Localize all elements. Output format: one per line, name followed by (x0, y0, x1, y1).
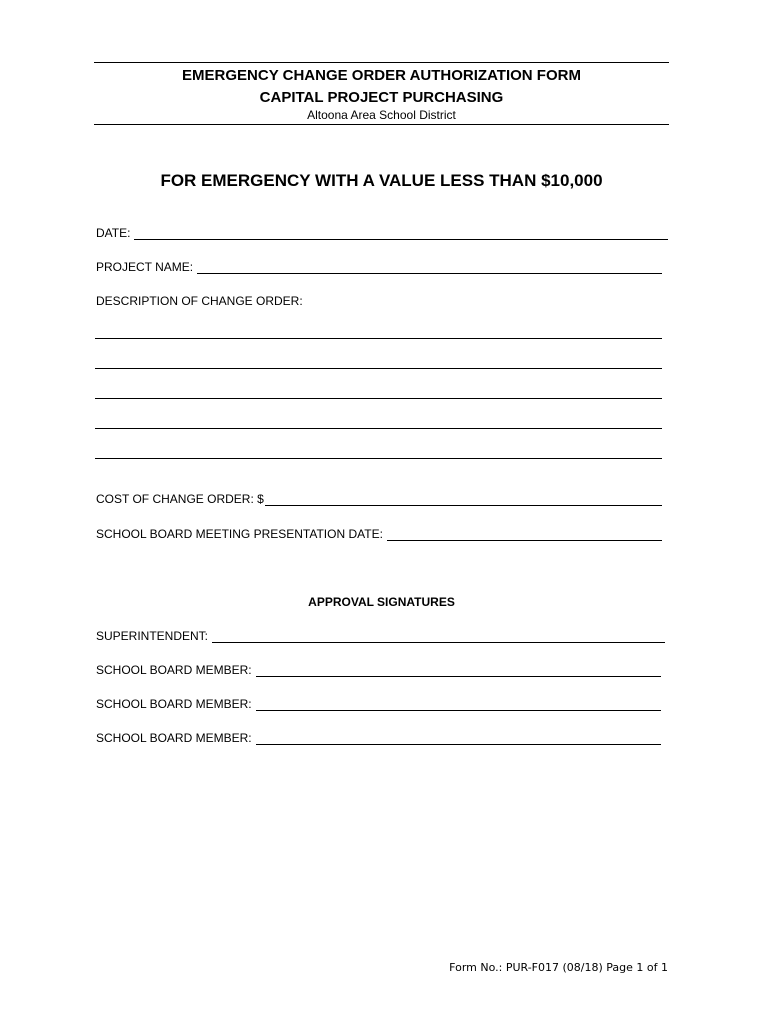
description-line[interactable] (95, 398, 662, 399)
form-number-footer: Form No.: PUR-F017 (08/18) Page 1 of 1 (449, 961, 668, 974)
form-title: EMERGENCY CHANGE ORDER AUTHORIZATION FORM (182, 67, 581, 84)
board-member-signature-field (96, 731, 661, 745)
header-top-rule (94, 62, 669, 63)
description-field (96, 294, 303, 308)
board-meeting-date-input[interactable] (387, 529, 662, 541)
description-line[interactable] (95, 458, 662, 459)
board-member-signature-field (96, 697, 661, 711)
district-name: Altoona Area School District (307, 108, 456, 122)
form-subtitle: CAPITAL PROJECT PURCHASING (259, 89, 504, 106)
cost-label: COST OF CHANGE ORDER: $ (96, 492, 264, 506)
board-member-signature-line[interactable] (256, 699, 661, 711)
board-member-label: SCHOOL BOARD MEMBER: (96, 731, 252, 745)
project-name-label: PROJECT NAME: (96, 260, 194, 274)
board-member-signature-line[interactable] (256, 665, 661, 677)
board-member-signature-line[interactable] (256, 733, 661, 745)
date-field (96, 226, 668, 240)
cost-input[interactable] (265, 494, 662, 506)
superintendent-signature-field (96, 629, 665, 643)
header-bottom-rule (94, 124, 669, 125)
board-meeting-date-field (96, 527, 662, 541)
date-label: DATE: (96, 226, 131, 240)
approval-signatures-title: APPROVAL SIGNATURES (308, 595, 455, 609)
main-heading: FOR EMERGENCY WITH A VALUE LESS THAN $10,000 (160, 171, 603, 190)
board-member-label: SCHOOL BOARD MEMBER: (96, 663, 252, 677)
board-meeting-date-label: SCHOOL BOARD MEETING PRESENTATION DATE: (96, 527, 383, 541)
description-line[interactable] (95, 368, 662, 369)
superintendent-label: SUPERINTENDENT: (96, 629, 209, 643)
date-input[interactable] (134, 228, 668, 240)
superintendent-signature-line[interactable] (212, 631, 665, 643)
board-member-signature-field (96, 663, 661, 677)
cost-field (96, 492, 662, 506)
description-line[interactable] (95, 338, 662, 339)
description-line[interactable] (95, 428, 662, 429)
board-member-label: SCHOOL BOARD MEMBER: (96, 697, 252, 711)
description-label: DESCRIPTION OF CHANGE ORDER: (96, 294, 303, 308)
project-name-input[interactable] (197, 262, 662, 274)
project-name-field (96, 260, 662, 274)
